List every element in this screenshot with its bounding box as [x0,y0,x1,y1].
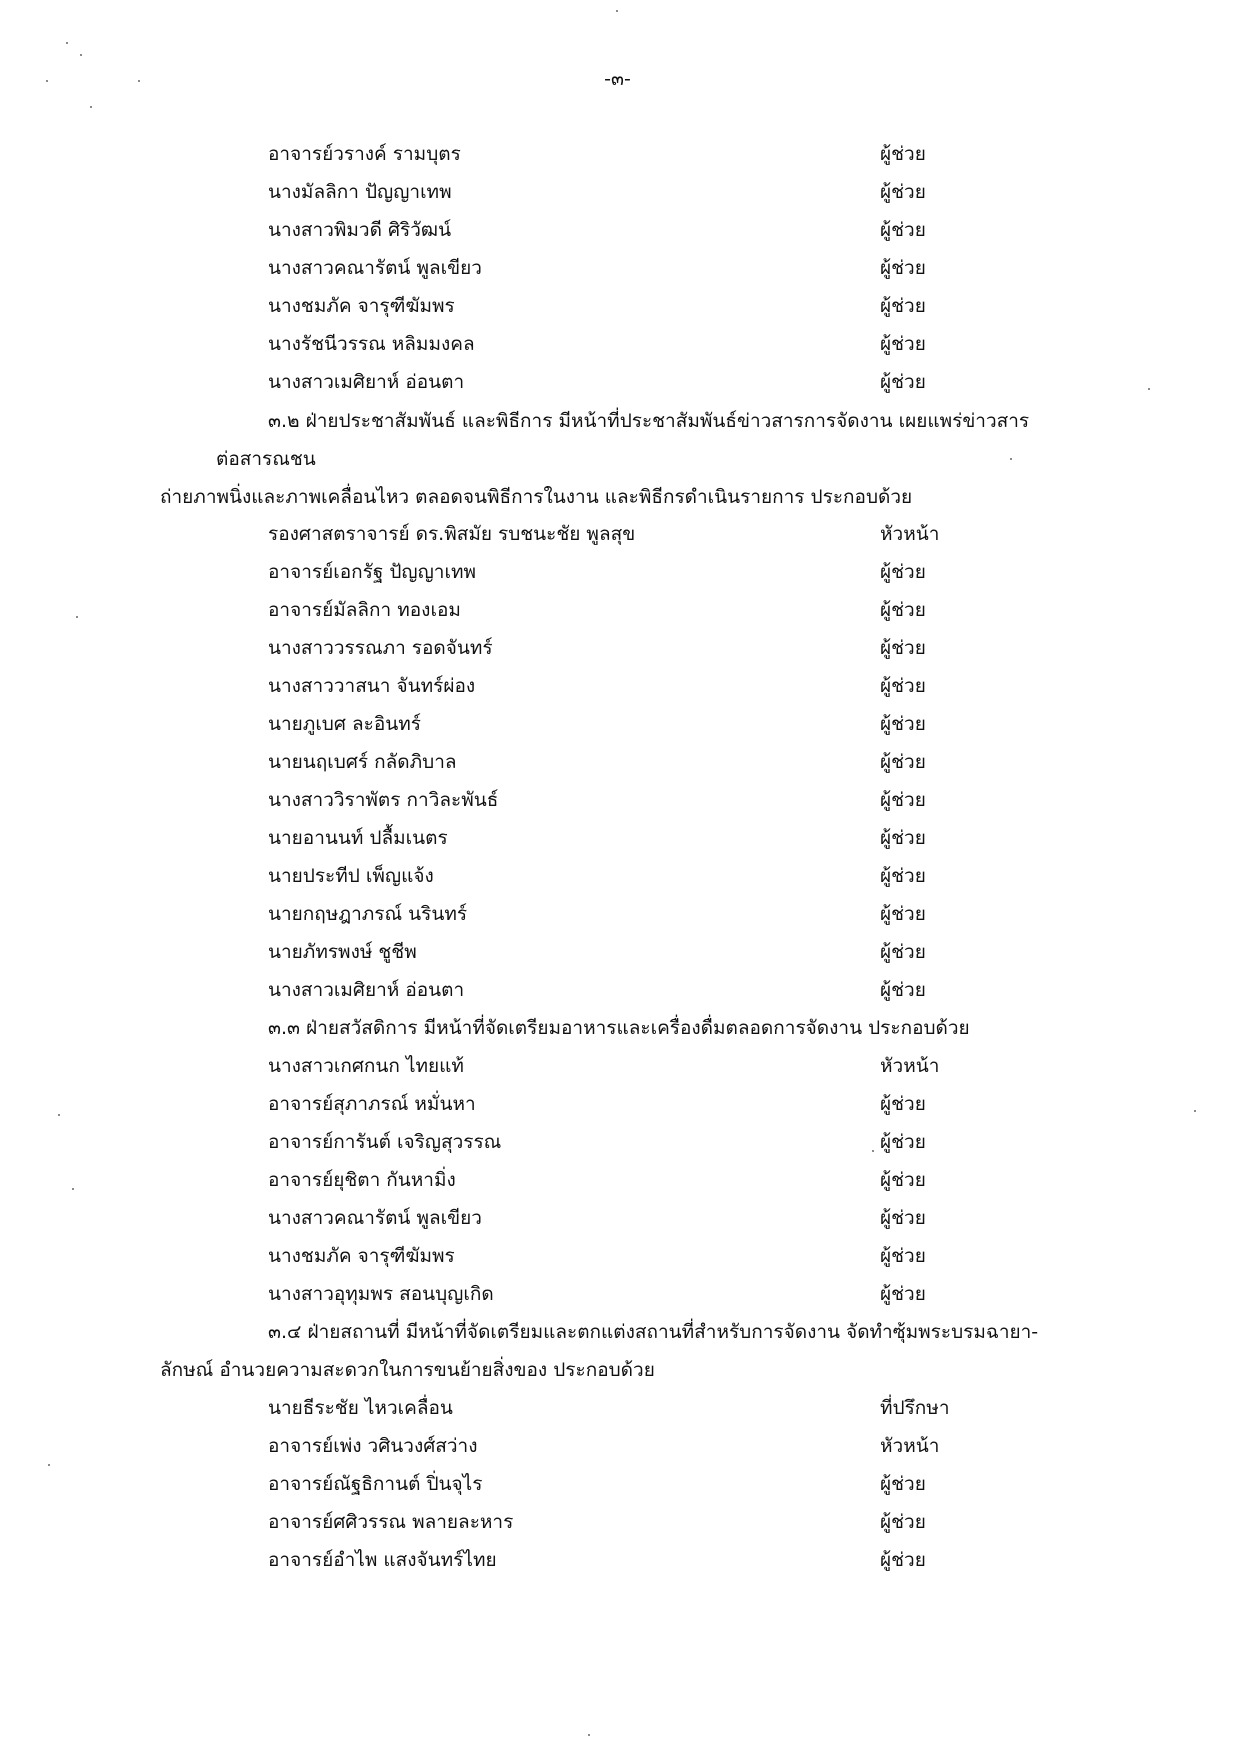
list-item [0,174,1235,210]
list-item [0,1048,1235,1084]
list-item [0,668,1235,704]
member-role: ผู้ช่วย [880,1131,926,1153]
list-item [0,972,1235,1008]
scan-speck [76,616,78,618]
member-name: นางสาวเมศิยาห์ อ่อนตา [268,979,465,1001]
scan-speck [138,80,140,82]
member-name: นางสาววรรณภา รอดจันทร์ [268,637,493,659]
member-name: นางสาวเมศิยาห์ อ่อนตา [268,371,465,393]
member-role: ผู้ช่วย [880,789,926,811]
member-role: ผู้ช่วย [880,865,926,887]
section-3-2-heading: ๓.๒ ฝ่ายประชาสัมพันธ์ และพิธีการ มีหน้าที่ประชาสัมพันธ์ข่าวสารการจัดงาน เผยแพร่ข่าวสาร [268,410,1030,432]
list-item [0,820,1235,856]
member-name: นางมัลลิกา ปัญญาเทพ [268,181,452,203]
list-item [0,782,1235,818]
member-role: ผู้ช่วย [880,1473,926,1495]
list-item [0,1428,1235,1464]
list-item [0,706,1235,742]
list-item [0,934,1235,970]
member-role: ผู้ช่วย [880,1207,926,1229]
list-item [0,554,1235,590]
list-item [0,858,1235,894]
member-role: ผู้ช่วย [880,713,926,735]
member-name: นายภัทรพงษ์ ชูชีพ [268,941,417,963]
list-item [0,1162,1235,1198]
member-name: นายประทีป เพ็ญแจ้ง [268,865,434,887]
list-item [0,1390,1235,1426]
member-name: นายกฤษฎาภรณ์ นรินทร์ [268,903,468,925]
member-role: ผู้ช่วย [880,143,926,165]
scan-speck [48,1464,50,1466]
member-name: นางชมภัค จารุฑีฆัมพร [268,1245,455,1267]
list-item [0,326,1235,362]
list-item [0,896,1235,932]
member-role: ผู้ช่วย [880,219,926,241]
list-item [0,364,1235,400]
member-name: นางชมภัค จารุฑีฆัมพร [268,295,455,317]
scan-speck [80,54,82,56]
list-item [0,592,1235,628]
scan-speck [588,1734,590,1736]
list-item [0,1504,1235,1540]
member-name: นางสาวเกศกนก ไทยแท้ [268,1055,464,1077]
member-name: นางสาวคณารัตน์ พูลเขียว [268,1207,482,1229]
member-role: ผู้ช่วย [880,599,926,621]
scan-speck [90,106,92,108]
member-role: ผู้ช่วย [880,675,926,697]
list-item [0,516,1235,552]
list-item [0,1466,1235,1502]
member-name: นายนฤเบศร์ กลัดภิบาล [268,751,457,773]
member-role: ผู้ช่วย [880,1283,926,1305]
scan-speck [1148,388,1150,390]
member-role: ที่ปรึกษา [880,1397,950,1419]
scan-speck [66,42,68,44]
member-role: ผู้ช่วย [880,637,926,659]
section-3-2-line2: ต่อสารณชน [216,448,316,470]
scan-speck [872,1150,874,1152]
member-role: ผู้ช่วย [880,371,926,393]
list-item [0,1276,1235,1312]
member-name: อาจารย์การันต์ เจริญสุวรรณ [268,1131,502,1153]
list-item [0,1124,1235,1160]
member-role: ผู้ช่วย [880,941,926,963]
list-item [0,630,1235,666]
member-name: นายภูเบศ ละอินทร์ [268,713,421,735]
member-role: ผู้ช่วย [880,827,926,849]
member-role: ผู้ช่วย [880,257,926,279]
scan-speck [72,1188,74,1190]
member-role: ผู้ช่วย [880,333,926,355]
member-name: รองศาสตราจารย์ ดร.พิสมัย รบชนะชัย พูลสุข [268,523,636,545]
list-item [0,212,1235,248]
member-name: นางสาวคณารัตน์ พูลเขียว [268,257,482,279]
list-item [0,744,1235,780]
list-item [0,1542,1235,1578]
member-role: ผู้ช่วย [880,295,926,317]
member-name: นางสาวอุทุมพร สอนบุญเกิด [268,1283,494,1305]
member-name: นายธีระชัย ไหวเคลื่อน [268,1397,453,1419]
member-role: ผู้ช่วย [880,903,926,925]
list-item [0,1200,1235,1236]
page-number: -๓- [604,68,631,90]
scan-speck [1010,458,1012,460]
scan-speck [46,80,48,82]
member-name: อาจารย์สุภาภรณ์ หมั่นหา [268,1093,476,1115]
member-role: ผู้ช่วย [880,1093,926,1115]
list-item [0,1086,1235,1122]
scan-speck [58,1114,60,1116]
member-role: ผู้ช่วย [880,751,926,773]
member-role: ผู้ช่วย [880,1549,926,1571]
list-item [0,288,1235,324]
member-name: นางรัชนีวรรณ หลิมมงคล [268,333,475,355]
list-item [0,250,1235,286]
member-role: ผู้ช่วย [880,1169,926,1191]
scan-speck [1194,1110,1196,1112]
member-name: อาจารย์เพ่ง วศินวงศ์สว่าง [268,1435,478,1457]
member-name: นางสาววาสนา จันทร์ผ่อง [268,675,476,697]
member-role: ผู้ช่วย [880,1511,926,1533]
member-name: นายอานนท์ ปลื้มเนตร [268,827,448,849]
member-name: อาจารย์วรางค์ รามบุตร [268,143,461,165]
member-role: ผู้ช่วย [880,561,926,583]
section-3-2-line3: ถ่ายภาพนิ่งและภาพเคลื่อนไหว ตลอดจนพิธีการในงาน และพิธีกรดำเนินรายการ ประกอบด้วย [160,486,913,508]
section-3-3-heading: ๓.๓ ฝ่ายสวัสดิการ มีหน้าที่จัดเตรียมอาหารและเครื่องดื่มตลอดการจัดงาน ประกอบด้วย [268,1017,970,1039]
member-name: อาจารย์ณัฐธิกานต์ ปิ่นจุไร [268,1473,483,1495]
section-3-4-heading: ๓.๔ ฝ่ายสถานที่ มีหน้าที่จัดเตรียมและตกแต่งสถานที่สำหรับการจัดงาน จัดทำซุ้มพระบรมฉายา- [268,1321,1039,1343]
member-role: หัวหน้า [880,1055,940,1077]
section-3-4-line2: ลักษณ์ อำนวยความสะดวกในการขนย้ายสิ่งของ ประกอบด้วย [160,1359,655,1381]
member-role: หัวหน้า [880,1435,940,1457]
list-item [0,136,1235,172]
member-name: อาจารย์ศศิวรรณ พลายละหาร [268,1511,514,1533]
member-name: อาจารย์เอกรัฐ ปัญญาเทพ [268,561,477,583]
member-name: อาจารย์ยุชิตา กันหามิ่ง [268,1169,456,1191]
member-role: ผู้ช่วย [880,1245,926,1267]
member-name: อาจารย์มัลลิกา ทองเอม [268,599,461,621]
member-name: อาจารย์อำไพ แสงจันทร์ไทย [268,1549,497,1571]
scan-speck [616,10,618,12]
member-role: หัวหน้า [880,523,940,545]
list-item [0,1238,1235,1274]
member-role: ผู้ช่วย [880,181,926,203]
member-name: นางสาวพิมวดี ศิริวัฒน์ [268,219,452,241]
member-name: นางสาววิราพัตร กาวิละพันธ์ [268,789,499,811]
member-role: ผู้ช่วย [880,979,926,1001]
